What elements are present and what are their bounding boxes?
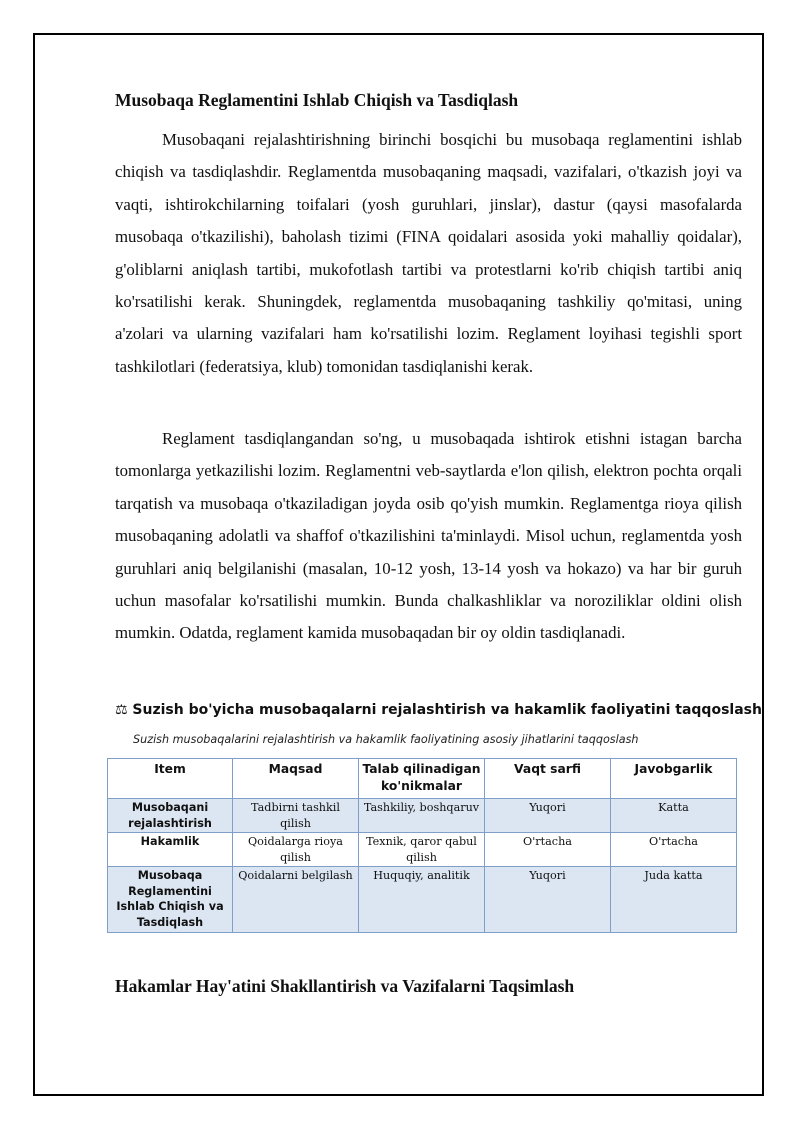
row-header-cell: Musobaqa Reglamentini Ishlab Chiqish va Tasdiqlash — [108, 867, 233, 933]
table-title: ⚖ Suzish bo'yicha musobaqalarni rejalashtirish va hakamlik faoliyatini taqqoslash — [115, 702, 762, 718]
table-cell: Katta — [611, 799, 737, 833]
table-cell: Qoidalarni belgilash — [233, 867, 359, 933]
row-header-cell: Musobaqani rejalashtirish — [108, 799, 233, 833]
table-caption: Suzish musobaqalarini rejalashtirish va hakamlik faoliyatining asosiy jihatlarini taqqoslash — [133, 733, 639, 746]
table-header-row — [108, 759, 737, 799]
table-cell: Yuqori — [485, 799, 611, 833]
column-header: Vaqt sarfi — [485, 759, 611, 799]
table-cell: Huquqiy, analitik — [359, 867, 485, 933]
table-cell: O'rtacha — [611, 833, 737, 867]
section-heading: Hakamlar Hay'atini Shakllantirish va Vazifalarni Taqsimlash — [115, 976, 575, 996]
table-cell: Qoidalarga rioya qilish — [233, 833, 359, 867]
table-cell: Yuqori — [485, 867, 611, 933]
comparison-table — [107, 758, 737, 933]
column-header: Javobgarlik — [611, 759, 737, 799]
table-cell: Tadbirni tashkil qilish — [233, 799, 359, 833]
table-cell: Juda katta — [611, 867, 737, 933]
paragraph: Musobaqani rejalashtirishning birinchi bosqichi bu musobaqa reglamentini ishlab chiqish va tasdiqlashdir. Reglamentda musobaqaning maqsadi, vazifalari, o'tkazish joyi va vaqti, ishtirokchilarning toifalari (yosh guruhlari, jinslar), dastur (qaysi masofalarda musobaqa o'tkazilishi), baholash tizimi (FINA qoidalari asosida yoki mahalliy qoidalar), g'oliblarni aniqlash tartibi, mukofotlash tartibi va protestlarni ko'rib chiqish tartibi aniq ko'rsatilishi kerak. Shuningdek, reglamentda musobaqaning tashkiliy qo'mitasi, uning a'zolari va ularning vazifalari ham ko'rsatilishi lozim. Reglament loyihasi tegishli sport tashkilotlari (federatsiya, klub) tomonidan tasdiqlanishi kerak. — [115, 130, 742, 376]
table-row — [108, 867, 737, 933]
table-row — [108, 833, 737, 867]
column-header: Item — [108, 759, 233, 799]
paragraph: Reglament tasdiqlangandan so'ng, u musobaqada ishtirok etishni istagan barcha tomonlarga yetkazilishi lozim. Reglamentni veb-saytlarda e'lon qilish, elektron pochta orqali tarqatish va musobaqa o'tkaziladigan joyda osib qo'yish mumkin. Reglamentga rioya qilish musobaqaning adolatli va shaffof o'tkazilishini ta'minlaydi. Misol uchun, reglamentda yosh guruhlari aniq belgilanishi (masalan, 10-12 yosh, 13-14 yosh va hokazo) va har bir guruh uchun masofalar ko'rsatilishi mumkin. Bunda chalkashliklar va noroziliklar oldini olish mumkin. Odatda, reglament kamida musobaqadan bir oy oldin tasdiqlanadi. — [115, 429, 742, 643]
table-row — [108, 799, 737, 833]
column-header: Talab qilinadigan ko'nikmalar — [359, 759, 485, 799]
table-cell: Texnik, qaror qabul qilish — [359, 833, 485, 867]
row-header-cell: Hakamlik — [108, 833, 233, 867]
column-header: Maqsad — [233, 759, 359, 799]
table-cell: O'rtacha — [485, 833, 611, 867]
table-cell: Tashkiliy, boshqaruv — [359, 799, 485, 833]
section-heading: Musobaqa Reglamentini Ishlab Chiqish va Tasdiqlash — [115, 90, 519, 110]
